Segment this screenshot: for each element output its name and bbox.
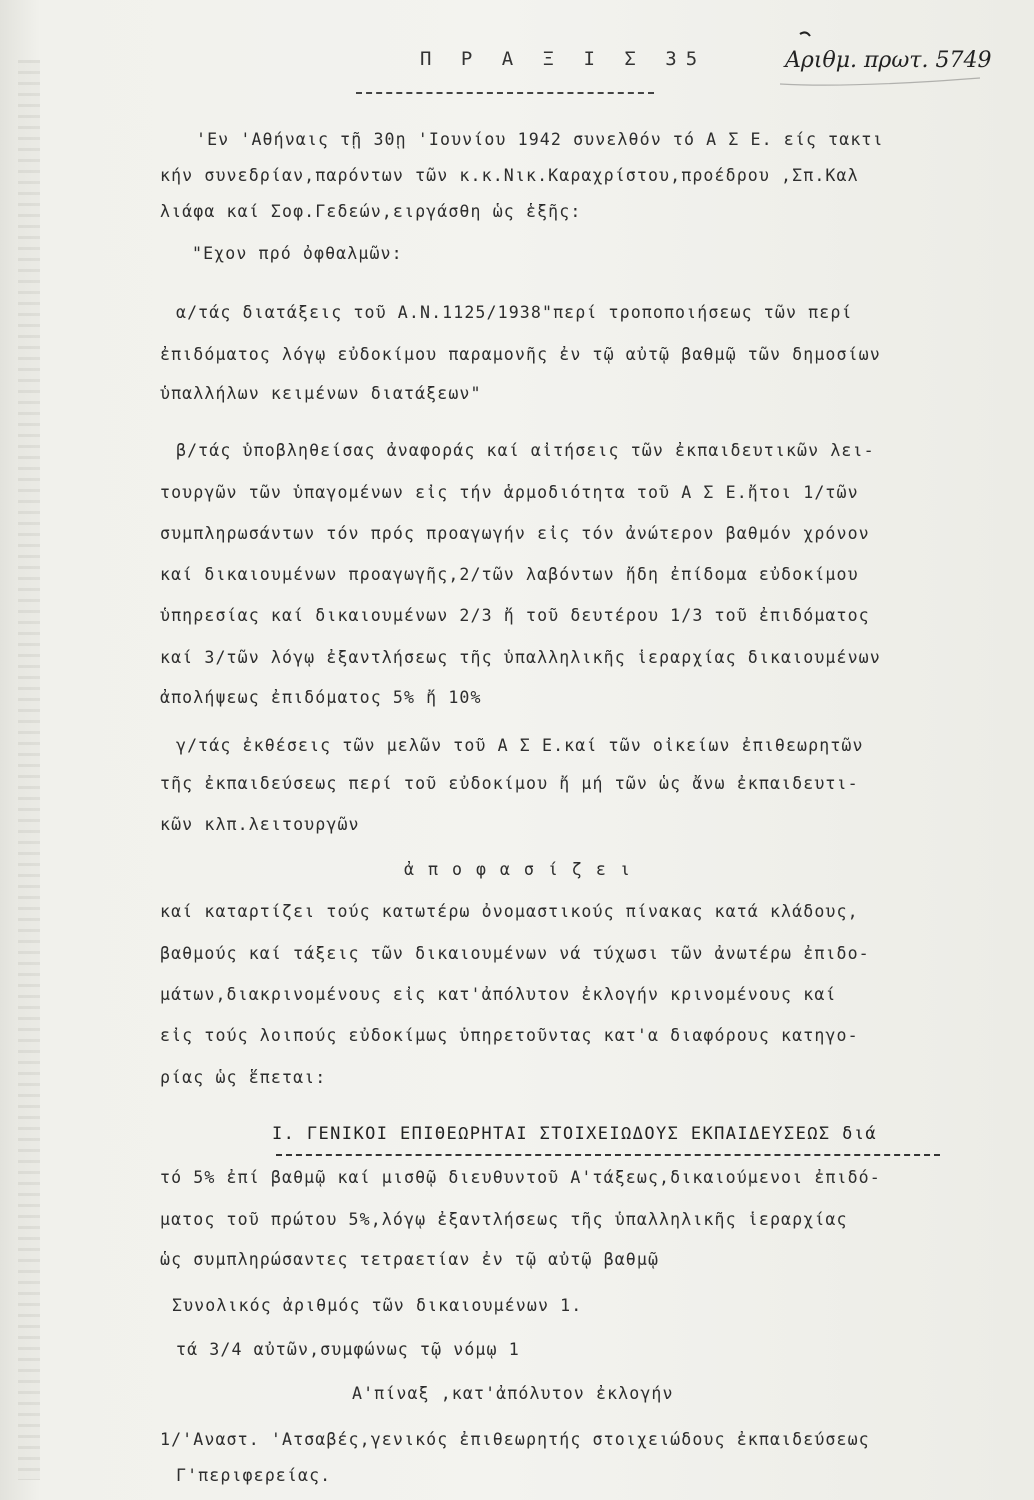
body-line: τουργῶν τῶν ὑπαγομένων εἰς τήν ἁρμοδιότητα τοῦ Α Σ Ε.ἤτοι 1/τῶν [160,483,859,502]
scan-edge-shadow [18,60,40,1480]
body-line: εἰς τούς λοιπούς εὐδοκίμως ὑπηρετοῦντας κατ'α διαφόρους κατηγο- [160,1026,859,1045]
body-line: συμπληρωσάντων τόν πρός προαγωγήν εἰς τόν ἀνώτερον βαθμόν χρόνον [160,524,870,543]
section-heading-underline [276,1154,940,1156]
body-line: ἀπολήψεως ἐπιδόματος 5% ἤ 10% [160,688,482,707]
body-line: καί 3/τῶν λόγῳ ἐξαντλήσεως τῆς ὑπαλληλικῆς ἱεραρχίας δικαιουμένων [160,648,881,667]
body-line: λιάφα καί Σοφ.Γεδεών,ειργάσθη ὡς ἑξῆς: [160,202,582,221]
decision-heading: ἀ π ο φ α σ ί ζ ε ι [404,860,632,879]
section-line: τό 5% ἐπί βαθμῷ καί μισθῷ διευθυντοῦ Α'τάξεως,δικαιούμενοι ἐπιδό- [160,1168,881,1187]
body-line: τῆς ἐκπαιδεύσεως περί τοῦ εὐδοκίμου ἤ μή τῶν ὡς ἄνω ἐκπαιδευτι- [160,774,859,793]
body-line: 'Εν 'Αθήναις τῇ 30ῃ 'Ιουνίου 1942 συνελθόν τό Α Σ Ε. είς τακτι [196,130,884,149]
body-line: καί καταρτίζει τούς κατωτέρω ὀνομαστικούς πίνακας κατά κλάδους, [160,902,859,921]
body-line: καί δικαιουμένων προαγωγῆς,2/τῶν λαβόντων ἤδη ἐπίδομα εὐδοκίμου [160,565,859,584]
section-line: Συνολικός ἀριθμός τῶν δικαιουμένων 1. [172,1296,583,1315]
document-title: Π Ρ Α Ξ Ι Σ 35 [420,48,707,70]
body-line: κῶν κλπ.λειτουργῶν [160,815,360,834]
annotation-text: Αριθμ. πρωτ. 5749 [785,48,992,73]
table-title: Α'πίναξ ,κατ'ἀπόλυτον ἐκλογήν [352,1384,674,1403]
body-line: μάτων,διακρινομένους εἰς κατ'ἀπόλυτον ἐκλογήν κρινομένους καί [160,985,837,1004]
section-line: ματος τοῦ πρώτου 5%,λόγῳ ἐξαντλήσεως τῆς ὑπαλληλικῆς ἱεραρχίας [160,1210,848,1229]
section-line: 1/'Αναστ. 'Ατσαβές,γενικός ἐπιθεωρητής στοιχειώδους ἐκπαιδεύσεως [160,1430,870,1449]
body-line: γ/τάς ἐκθέσεις τῶν μελῶν τοῦ Α Σ Ε.καί τῶν οἰκείων ἐπιθεωρητῶν [176,736,864,755]
body-line: κήν συνεδρίαν,παρόντων τῶν κ.κ.Νικ.Καραχρίστου,προέδρου ,Σπ.Καλ [160,166,859,185]
body-line: ρίας ὡς ἕπεται: [160,1068,327,1087]
body-line: ὑπαλλήλων κειμένων διατάξεων" [160,384,482,403]
title-underline [356,92,654,94]
body-line: α/τάς διατάξεις τοῦ Α.Ν.1125/1938"περί τροποποιήσεως τῶν περί [176,303,853,322]
body-line: ἐπιδόματος λόγῳ εὐδοκίμου παραμονῆς ἐν τῷ αὐτῷ βαθμῷ τῶν δημοσίων [160,345,881,364]
body-line: ὑπηρεσίας καί δικαιουμένων 2/3 ἤ τοῦ δευτέρου 1/3 τοῦ ἐπιδόματος [160,606,870,625]
section-line: ὡς συμπληρώσαντες τετραετίαν ἐν τῷ αὐτῷ βαθμῷ [160,1250,660,1269]
body-line: "Εχον πρό ὀφθαλμῶν: [192,244,403,263]
section-heading: Ι. ΓΕΝΙΚΟΙ ΕΠΙΘΕΩΡΗΤΑΙ ΣΤΟΙΧΕΙΩΔΟΥΣ ΕΚΠΑΙΔΕΥΣΕΩΣ διά [272,1124,878,1144]
body-line: βαθμούς καί τάξεις τῶν δικαιουμένων νά τύχωσι τῶν ἀνωτέρω ἐπιδο- [160,944,870,963]
body-line: β/τάς ὑποβληθείσας ἀναφοράς καί αἰτήσεις τῶν ἐκπαιδευτικῶν λει- [176,441,875,460]
section-line: τά 3/4 αὐτῶν,συμφώνως τῷ νόμῳ 1 [176,1340,520,1359]
section-line: Γ'περιφερείας. [176,1466,332,1485]
